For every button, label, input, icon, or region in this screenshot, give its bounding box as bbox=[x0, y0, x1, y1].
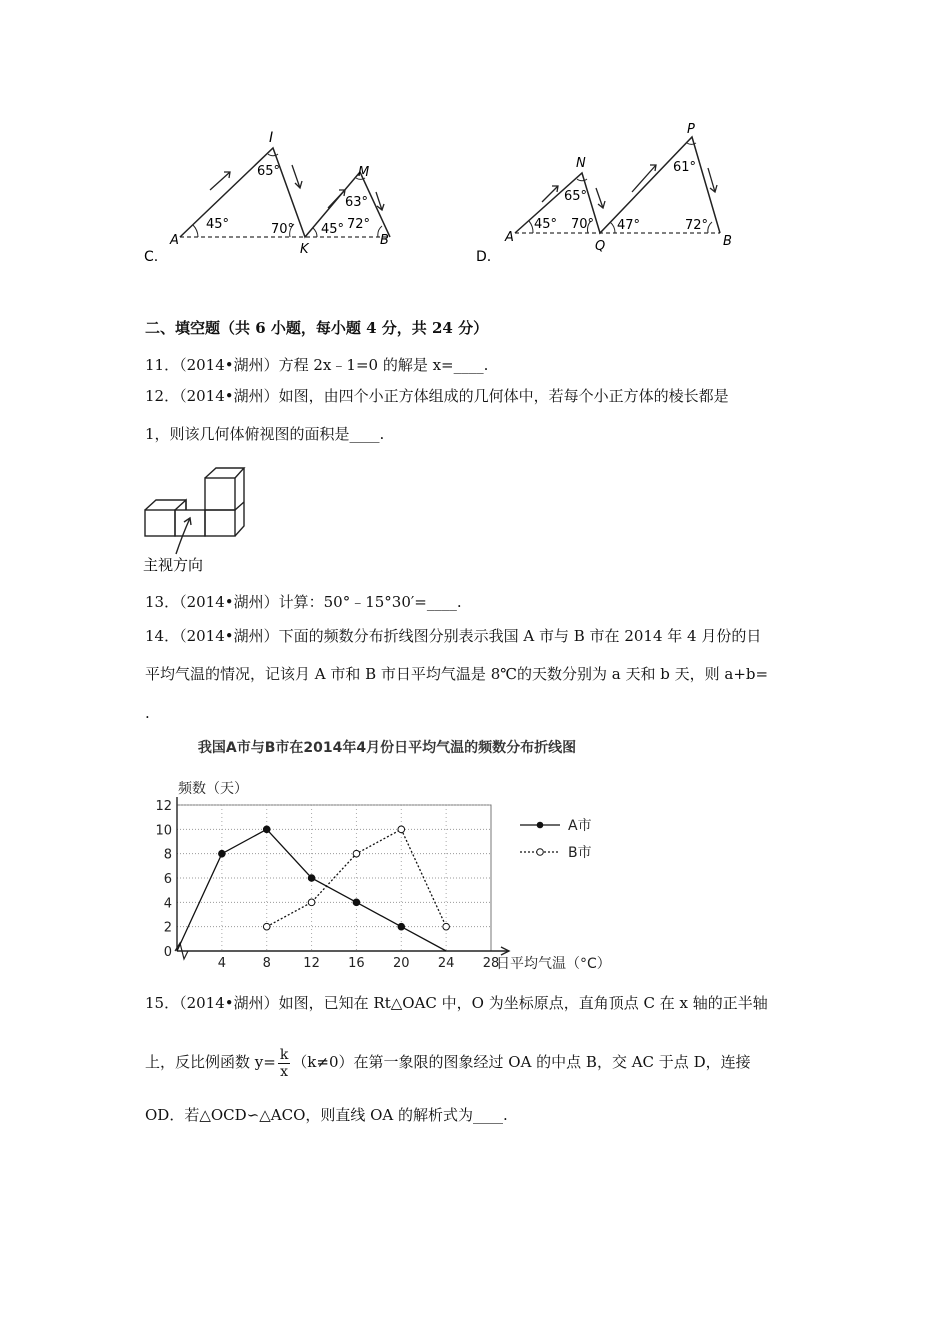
y-tick-label: 6 bbox=[163, 872, 172, 887]
fraction-denominator: x bbox=[280, 1063, 288, 1080]
cube-caption: 主视方向 bbox=[143, 556, 204, 574]
angle-label: 65° bbox=[257, 164, 281, 179]
x-tick-label: 28 bbox=[482, 956, 500, 971]
question-number: 14． bbox=[145, 627, 180, 645]
arrow-icon bbox=[210, 172, 230, 190]
question-number: 12． bbox=[145, 387, 180, 405]
x-axis-label: 日平均气温（°C） bbox=[496, 956, 611, 972]
point-label: P bbox=[687, 122, 695, 137]
point-label: K bbox=[300, 242, 309, 257]
question-source: （2014•湖州） bbox=[179, 994, 279, 1012]
data-point-b bbox=[443, 923, 450, 930]
angle-arc bbox=[708, 222, 712, 233]
question-source: （2014•湖州） bbox=[179, 387, 279, 405]
question-number: 15． bbox=[145, 994, 180, 1012]
angle-label: 72° bbox=[685, 218, 709, 233]
question-source: （2014•湖州） bbox=[179, 593, 279, 611]
y-tick-label: 8 bbox=[163, 847, 172, 863]
question-number: 13． bbox=[145, 593, 180, 611]
question-text-continued: 上，反比例函数 y= bbox=[145, 1053, 276, 1071]
data-point-a bbox=[263, 826, 270, 833]
angle-arc bbox=[577, 179, 587, 181]
x-tick-label: 4 bbox=[217, 956, 226, 971]
angle-label: 72° bbox=[347, 217, 371, 232]
series-line-a bbox=[177, 829, 446, 951]
arrow-icon bbox=[328, 190, 345, 208]
angle-arc bbox=[193, 225, 198, 237]
question-15-line-2 bbox=[145, 1044, 751, 1080]
question-12 bbox=[145, 386, 729, 406]
angle-label: 45° bbox=[534, 217, 558, 232]
section-heading: 二、填空题（共 6 小题，每小题 4 分，共 24 分） bbox=[145, 319, 489, 337]
point-label: N bbox=[576, 156, 586, 171]
data-point-a bbox=[308, 875, 315, 882]
figure-option-c bbox=[140, 120, 430, 270]
data-point-b bbox=[263, 923, 270, 930]
angle-arc bbox=[610, 222, 615, 233]
x-tick-label: 24 bbox=[437, 956, 455, 971]
y-tick-label: 10 bbox=[155, 823, 172, 839]
angle-arc bbox=[529, 221, 533, 233]
angle-label: 63° bbox=[345, 195, 369, 210]
question-source: （2014•湖州） bbox=[179, 627, 279, 645]
question-text-continued: 1，则该几何体俯视图的面积是____. bbox=[145, 425, 385, 443]
angle-label: 47° bbox=[617, 218, 641, 233]
data-point-b bbox=[308, 899, 315, 906]
legend-marker-a bbox=[537, 822, 544, 829]
legend-marker-b bbox=[537, 849, 544, 856]
point-label: I bbox=[269, 130, 274, 146]
cube-face bbox=[205, 510, 235, 536]
cube-top bbox=[205, 468, 244, 478]
cube-face bbox=[145, 510, 175, 536]
angle-label: 45° bbox=[206, 217, 230, 232]
angle-label: 61° bbox=[673, 160, 697, 175]
question-text-continued: （k≠0）在第一象限的图象经过 OA 的中点 B，交 AC 于点 D，连接 bbox=[292, 1053, 751, 1071]
angle-label: 70° bbox=[271, 222, 295, 237]
question-number: 11． bbox=[145, 356, 180, 374]
y-axis-label: 频数（天） bbox=[178, 781, 248, 797]
data-point-b bbox=[398, 826, 405, 833]
cube-face bbox=[175, 510, 205, 536]
question-text-continued: . bbox=[145, 704, 150, 722]
question-text: 如图，由四个小正方体组成的几何体中，若每个小正方体的棱长都是 bbox=[278, 387, 729, 405]
option-label: D. bbox=[476, 249, 492, 265]
angle-arc bbox=[313, 228, 317, 237]
cube-edge bbox=[235, 502, 244, 510]
question-text-continued: OD．若△OCD∽△ACO，则直线 OA 的解析式为____. bbox=[145, 1106, 508, 1124]
y-tick-label: 2 bbox=[163, 920, 172, 936]
y-tick-label: 12 bbox=[155, 799, 172, 814]
fraction-k-over-x bbox=[278, 1047, 290, 1080]
question-13 bbox=[145, 592, 462, 612]
angle-label: 70° bbox=[571, 217, 595, 232]
question-15 bbox=[145, 993, 768, 1013]
option-label: C. bbox=[144, 249, 159, 265]
x-tick-label: 8 bbox=[262, 956, 271, 971]
data-point-b bbox=[353, 850, 360, 857]
x-tick-label: 20 bbox=[393, 956, 410, 971]
legend-label-a: A市 bbox=[568, 818, 592, 834]
cube-face bbox=[205, 478, 235, 510]
point-label: B bbox=[723, 234, 732, 249]
fraction-numerator: k bbox=[279, 1046, 289, 1063]
angle-label: 45° bbox=[321, 222, 345, 237]
x-tick-label: 16 bbox=[348, 956, 365, 971]
question-text: 如图，已知在 Rt△OAC 中，O 为坐标原点，直角顶点 C 在 x 轴的正半轴 bbox=[278, 994, 768, 1012]
cube-side bbox=[235, 468, 244, 536]
point-label: A bbox=[170, 233, 179, 248]
cube-figure bbox=[140, 462, 260, 578]
data-point-a bbox=[219, 850, 226, 857]
question-source: （2014•湖州） bbox=[179, 356, 279, 374]
question-text: 计算：50°﹣15°30′=____. bbox=[278, 593, 462, 611]
question-11 bbox=[145, 355, 488, 375]
legend-label-b: B市 bbox=[568, 845, 592, 861]
y-tick-label: 0 bbox=[163, 945, 172, 960]
angle-label: 65° bbox=[564, 189, 588, 204]
arrow-icon bbox=[542, 186, 558, 202]
angle-arc bbox=[687, 143, 696, 144]
frequency-chart bbox=[140, 732, 640, 982]
question-14 bbox=[145, 626, 761, 646]
data-point-a bbox=[353, 899, 360, 906]
point-label: Q bbox=[595, 239, 606, 254]
point-label: M bbox=[358, 165, 370, 180]
question-text-continued: 平均气温的情况，记该月 A 市和 B 市日平均气温是 8℃的天数分别为 a 天和 b 天，则 a+b= bbox=[145, 665, 769, 683]
question-text: 方程 2x﹣1=0 的解是 x=____. bbox=[278, 356, 489, 374]
figure-option-d bbox=[470, 120, 770, 270]
chart-title: 我国A市与B市在2014年4月份日平均气温的频数分布折线图 bbox=[197, 740, 577, 756]
y-tick-label: 4 bbox=[163, 896, 172, 912]
point-label: B bbox=[380, 233, 389, 248]
cube-top bbox=[175, 500, 186, 510]
x-tick-label: 12 bbox=[303, 956, 320, 971]
question-text: 下面的频数分布折线图分别表示我国 A 市与 B 市在 2014 年 4 月份的日 bbox=[278, 627, 762, 645]
data-point-a bbox=[398, 923, 405, 930]
point-label: A bbox=[505, 230, 514, 245]
angle-arc bbox=[268, 154, 278, 156]
